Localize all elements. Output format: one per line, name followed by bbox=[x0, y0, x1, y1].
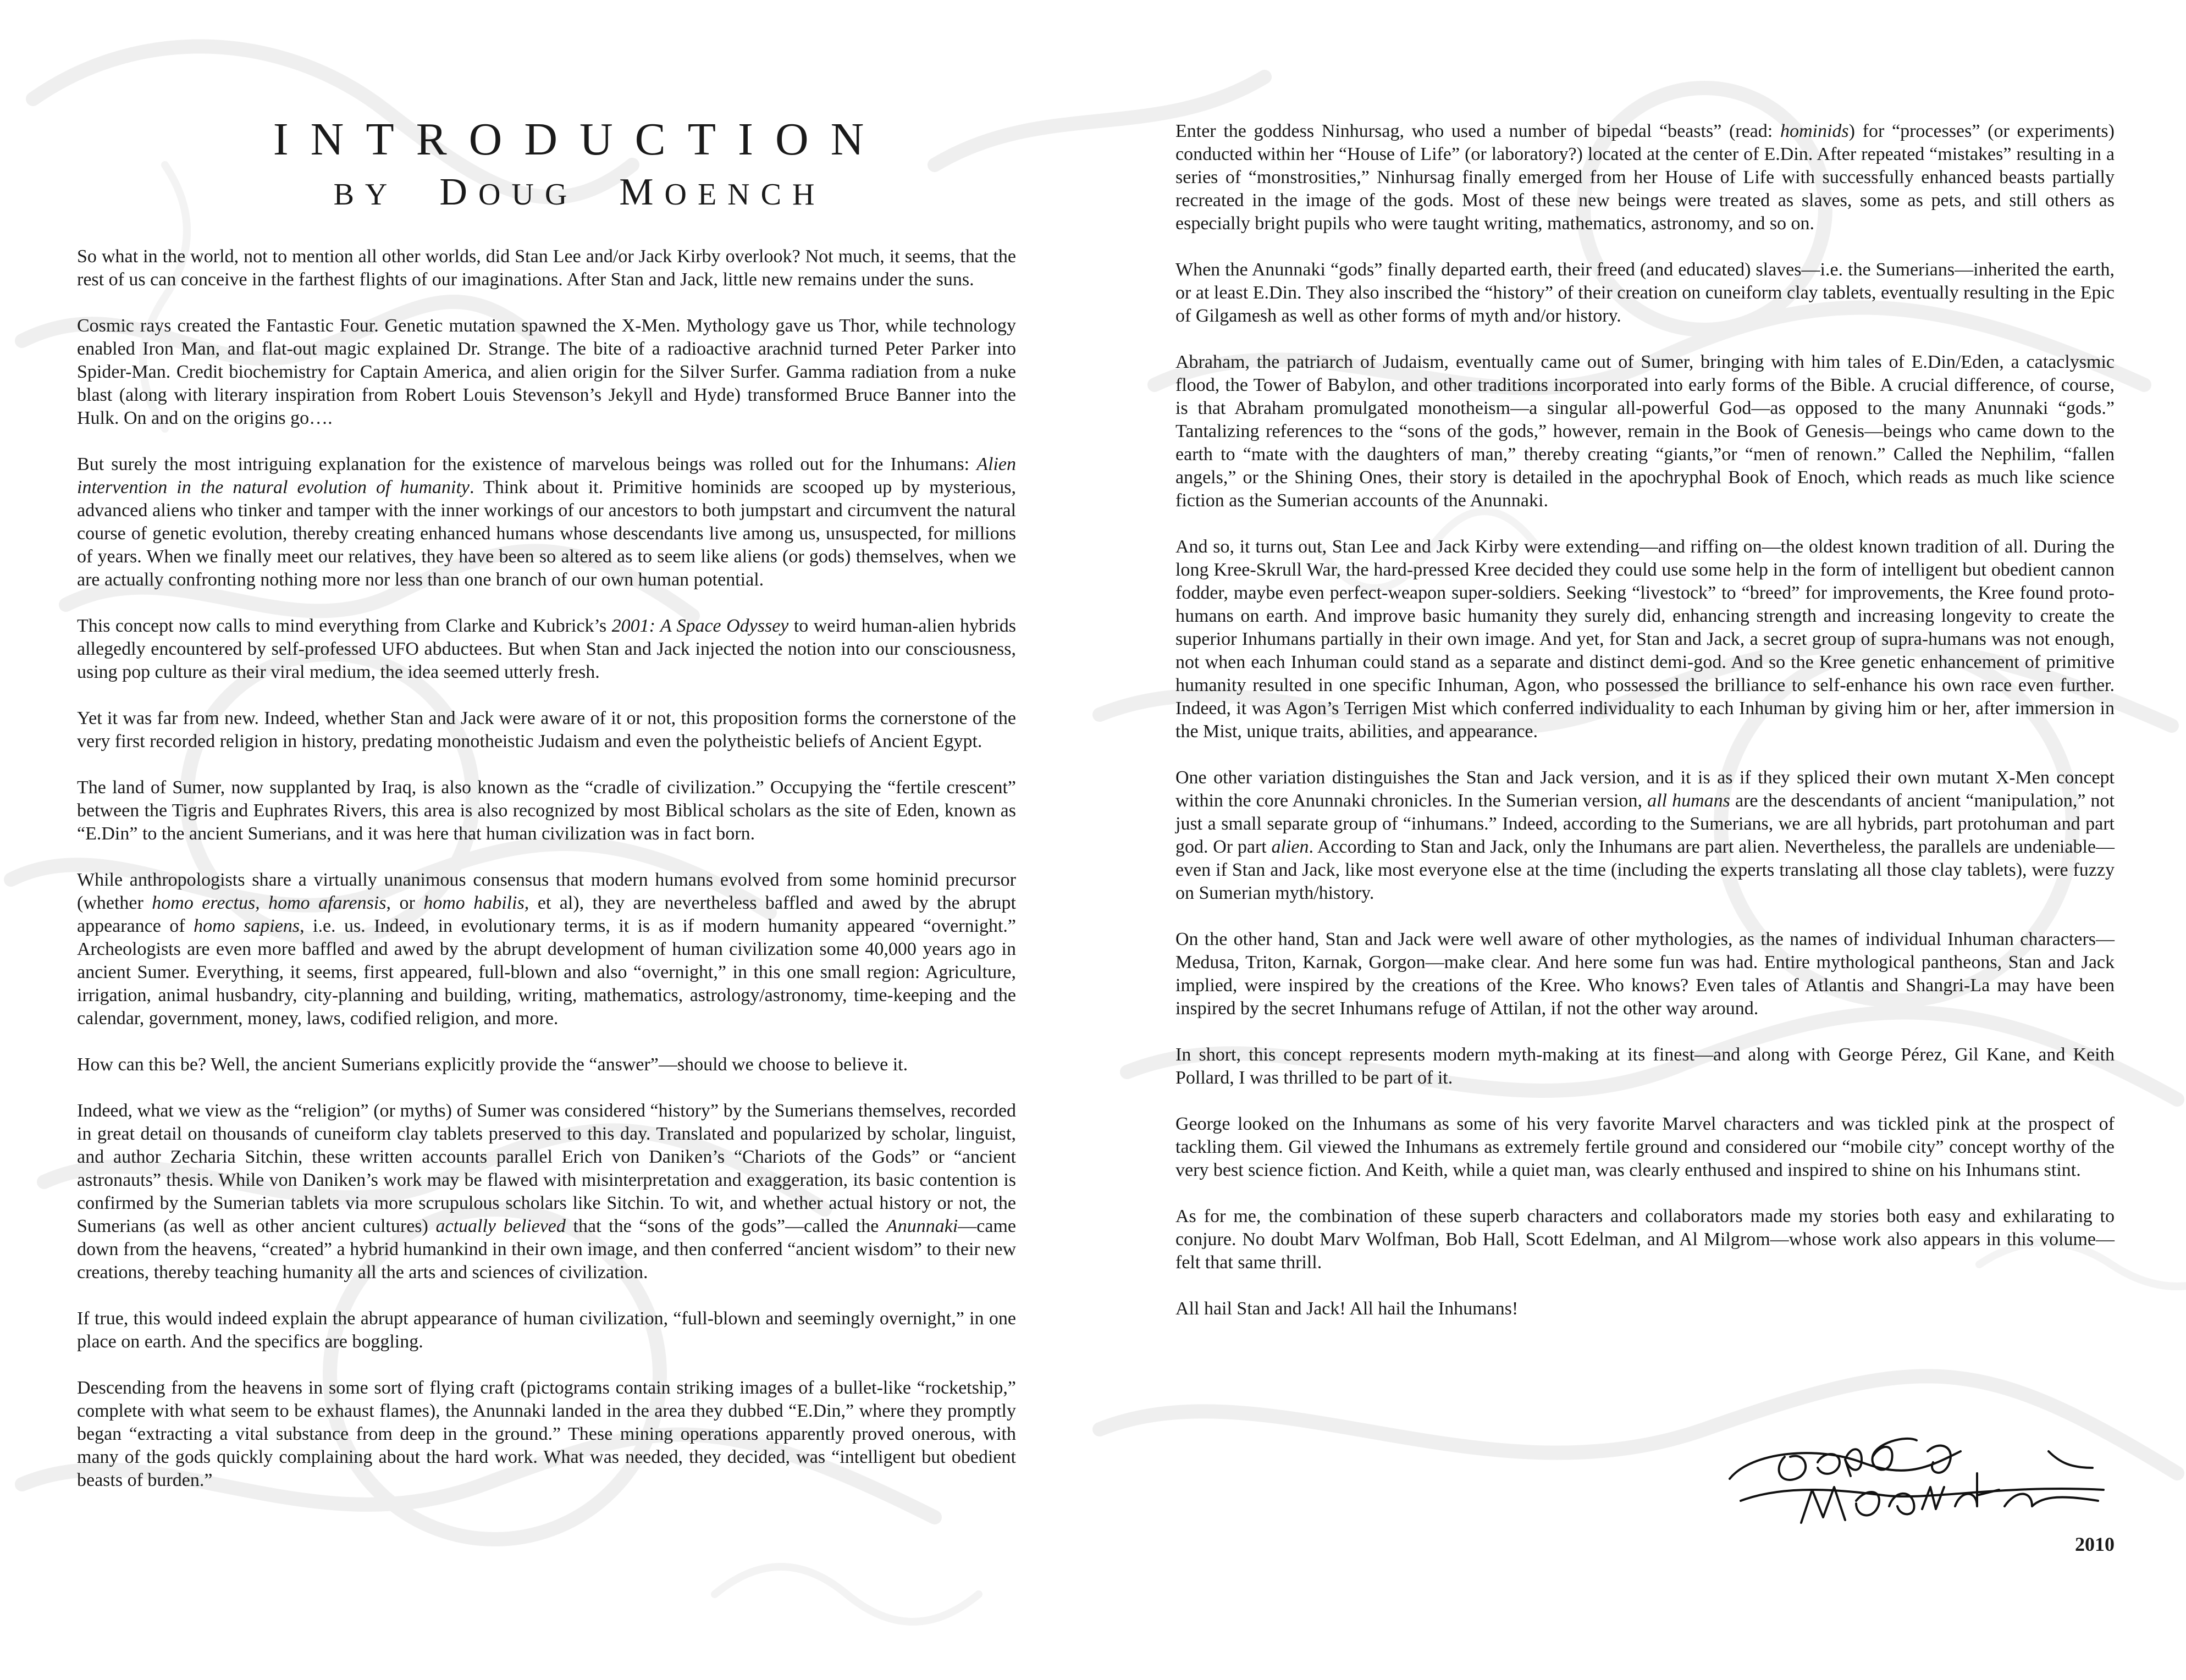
paragraph: In short, this concept represents modern myth-making at its finest—and along with George Pérez, Gil Kane, and Keith Pollard, I was thrilled to be part of it. bbox=[1175, 1045, 2115, 1088]
paragraph: The land of Sumer, now supplanted by Iraq, is also known as the “cradle of civilization.” Occupying the “fertile crescent” between the Tigris and Euphrates Rivers, this area is also recognized by most Biblical scholars as the site of Eden, known as “E.Din” to the ancient Sumerians, and it was here that human civilization was in fact born. bbox=[77, 777, 1016, 844]
paragraph: Descending from the heavens in some sort of flying craft (pictograms contain striking images of a bullet-like “rocketship,” complete with what seem to be exhaust flames), the Anunnaki landed in the area they dubbed “E.Din,” where they promptly began “extracting a vital substance from deep in the ground.” These mining operations apparently proved onerous, with many of the gods quickly complaining about the hard work. What was needed, they decided, was “intelligent but obedient beasts of burden.” bbox=[77, 1378, 1016, 1490]
paragraph: One other variation distinguishes the Stan and Jack version, and it is as if they spliced their own mutant X-Men concept within the core Anunnaki chronicles. In the Sumerian version, all humans are the descendants of ancient “manipulation,” not just a small separate group of “inhumans.” Indeed, according to the Sumerians, we are all hybrids, part protohuman and part god. Or part alien. According to Stan and Jack, only the Inhumans are part alien. Nevertheless, the parallels are undeniable—even if Stan and Jack, like most everyone else at the time (including the experts translating all those clay tablets), were fuzzy on Sumerian myth/history. bbox=[1175, 767, 2115, 903]
paragraph: While anthropologists share a virtually unanimous consensus that modern humans evolved from some hominid precursor (whether homo erectus, homo afarensis, or homo habilis, et al), they are nevertheless baffled and awed by the abrupt appearance of homo sapiens, i.e. us. Indeed, in evolutionary terms, it is as if modern humanity appeared “overnight.” Archeologists are even more baffled and awed by the abrupt development of human civilization some 40,000 years ago in ancient Sumer. Everything, it seems, first appeared, full-blown and also “overnight,” in this one small region: Agriculture, irrigation, animal husbandry, city-planning and building, writing, mathematics, astrology/astronomy, time-keeping and the calendar, government, money, laws, codified religion, and more. bbox=[77, 870, 1017, 1029]
byline-initial-2: M bbox=[619, 171, 665, 213]
title-block bbox=[143, 114, 1016, 217]
paragraph: As for me, the combination of these superb characters and collaborators made my stories both easy and exhilarating to conjure. No doubt Marv Wolfman, Bob Hall, Scott Edelman, and Al Milgrom—whose work also appears in this volume—felt that same thrill. bbox=[1175, 1206, 2115, 1273]
byline-rest-2: OENCH bbox=[664, 178, 826, 212]
byline-prefix: BY bbox=[333, 178, 399, 212]
paragraph: But surely the most intriguing explanation for the existence of marvelous beings was rolled out for the Inhumans: Alien intervention in the natural evolution of humanity. Think about it. Primitive hominids are scooped up by mysterious, advanced aliens who tinker and tamper with the inner workings of our ancestors to both jumpstart and circumvent the natural course of genetic evolution, thereby creating enhanced humans whose descendants live among us, unsuspected, for millions of years. When we finally meet our relatives, they have been so altered as to seem like aliens (or gods) themselves, when we are actually confronting nothing more nor less than one branch of our own human potential. bbox=[77, 454, 1016, 590]
paragraph: This concept now calls to mind everything from Clarke and Kubrick’s 2001: A Space Odyssey to weird human-alien hybrids allegedly encountered by self-professed UFO abductees. But when Stan and Jack injected the notion into our consciousness, using pop culture as their viral medium, the idea seemed utterly fresh. bbox=[77, 616, 1016, 682]
byline bbox=[143, 170, 1016, 217]
byline-rest-1: OUG bbox=[478, 178, 578, 212]
signature bbox=[1719, 1429, 2115, 1550]
paragraph: So what in the world, not to mention all other worlds, did Stan Lee and/or Jack Kirby overlook? Not much, it seems, that the rest of us can conceive in the farthest flights of our imaginations. After Stan and Jack, little new remains under the suns. bbox=[77, 246, 1016, 290]
page-title: INTRODUCTION bbox=[273, 114, 886, 165]
paragraph: George looked on the Inhumans as some of his very favorite Marvel characters and was tickled pink at the prospect of tackling them. Gil viewed the Inhumans as extremely fertile ground and considered our “mobile city” concept worthy of the very best science fiction. And Keith, while a quiet man, was clearly enthused and inspired to shine on his Inhumans stint. bbox=[1175, 1114, 2115, 1180]
paragraph: When the Anunnaki “gods” finally departed earth, their freed (and educated) slaves—i.e. the Sumerians—inherited the earth, or at least E.Din. They also inscribed the “history” of their creation on cuneiform clay tablets, eventually resulting in the Epic of Gilgamesh as well as other forms of myth and/or history. bbox=[1175, 259, 2115, 326]
paragraph: Yet it was far from new. Indeed, whether Stan and Jack were aware of it or not, this proposition forms the cornerstone of the very first recorded religion in history, predating monotheistic Judaism and even the polytheistic beliefs of Ancient Egypt. bbox=[77, 708, 1016, 751]
left-column bbox=[77, 0, 1016, 1680]
paragraph: Abraham, the patriarch of Judaism, eventually came out of Sumer, bringing with him tales of E.Din/Eden, a cataclysmic flood, the Tower of Babylon, and other traditions incorporated into early forms of the Bible. A crucial difference, of course, is that Abraham promulgated monotheism—a singular all-powerful God—as opposed to the many Anunnaki “gods.” Tantalizing references to the “sons of the gods,” however, remain in the Book of Genesis—beings who came down to the earth to “mate with the daughters of man,” thereby creating “giants,”or “men of renown.” Called the Nephilim, “fallen angels,” or the Shining Ones, their story is detailed in the apochryphal Book of Enoch, which reads as much like science fiction as the Sumerian accounts of the Anunnaki. bbox=[1175, 352, 2115, 511]
byline-initial-1: D bbox=[439, 171, 478, 213]
signature-scribble bbox=[1719, 1429, 2115, 1539]
year-label: 2010 bbox=[2075, 1533, 2115, 1555]
paragraph: All hail Stan and Jack! All hail the Inhumans! bbox=[1175, 1298, 1519, 1319]
paragraph: Enter the goddess Ninhursag, who used a number of bipedal “beasts” (read: hominids) for “processes” (or experiments) conducted within her “House of Life” (or laboratory?) located at the center of E.Din. After repeated “mistakes” resulting in a series of “monstrosities,” Ninhursag finally emerged from her House of Life with successfully enhanced beasts partially recreated in the image of the gods. Most of these new beings were treated as slaves, some as pets, and still others as especially bright pupils who were taught writing, mathematics, astronomy, and so on. bbox=[1175, 121, 2115, 234]
paragraph: Indeed, what we view as the “religion” (or myths) of Sumer was considered “history” by the Sumerians themselves, recorded in great detail on thousands of cuneiform clay tablets preserved to this day. Translated and popularized by scholar, linguist, and author Zecharia Sitchin, these written accounts parallel Erich von Daniken’s “Chariots of the Gods” or “ancient astronauts” thesis. While von Daniken’s work may be flawed with misinterpretation and exaggeration, its basic contention is confirmed by the Sumerian tablets via more scrupulous scholars like Sitchin. To wit, and whether actual history or not, the Sumerians (as well as other ancient cultures) actually believed that the “sons of the gods”—called the Anunnaki—came down from the heavens, “created” a hybrid humankind in their own image, and then conferred “ancient wisdom” to their new creations, thereby teaching humanity all the arts and sciences of civilization. bbox=[77, 1101, 1016, 1283]
paragraph: How can this be? Well, the ancient Sumerians explicitly provide the “answer”—should we choose to believe it. bbox=[77, 1054, 908, 1075]
paragraph: On the other hand, Stan and Jack were well aware of other mythologies, as the names of individual Inhuman characters—Medusa, Triton, Karnak, Gorgon—make clear. And here some fun was had. Entire mythological pantheons, Stan and Jack implied, were inspired by the creations of the Kree. Who knows? Even tales of Atlantis and Shangri-La may have been inspired by the secret Inhumans refuge of Attilan, if not the other way around. bbox=[1175, 929, 2115, 1019]
paragraph: If true, this would indeed explain the abrupt appearance of human civilization, “full-blown and seemingly overnight,” in one place on earth. And the specifics are boggling. bbox=[77, 1308, 1016, 1352]
paragraph: And so, it turns out, Stan Lee and Jack Kirby were extending—and riffing on—the oldest known tradition of all. During the long Kree-Skrull War, the hard-pressed Kree decided they could use some help in the form of intelligent but obedient cannon fodder, maybe even perfect-weapon super-soldiers. Seeking “livestock” to “breed” for improvements, the Kree found proto-humans on earth. And improve basic humanity they surely did, enhancing strength and increasing longevity to create the superior Inhumans partially in their own image. And yet, for Stan and Jack, a secret group of supra-humans was not enough, not when each Inhuman could stand as a separate and distinct demi-god. And so the Kree genetic enhancement of primitive humanity resulted in one specific Inhuman, Agon, who possessed the brilliance to self-enhance his own race even further. Indeed, it was Agon’s Terrigen Mist which conferred individuality to each Inhuman by giving him or her, after immersion in the Mist, unique traits, abilities, and appearance. bbox=[1175, 537, 2115, 742]
paragraph: Cosmic rays created the Fantastic Four. Genetic mutation spawned the X-Men. Mythology gave us Thor, while technology enabled Iron Man, and flat-out magic explained Dr. Strange. The bite of a radioactive arachnid turned Peter Parker into Spider-Man. Credit biochemistry for Captain America, and alien origin for the Silver Surfer. Gamma radiation from a nuke blast (along with literary inspiration from Robert Louis Stevenson’s Jekyll and Hyde) transformed Bruce Banner into the Hulk. On and on the origins go…. bbox=[77, 316, 1016, 428]
right-column bbox=[1175, 0, 2115, 1680]
